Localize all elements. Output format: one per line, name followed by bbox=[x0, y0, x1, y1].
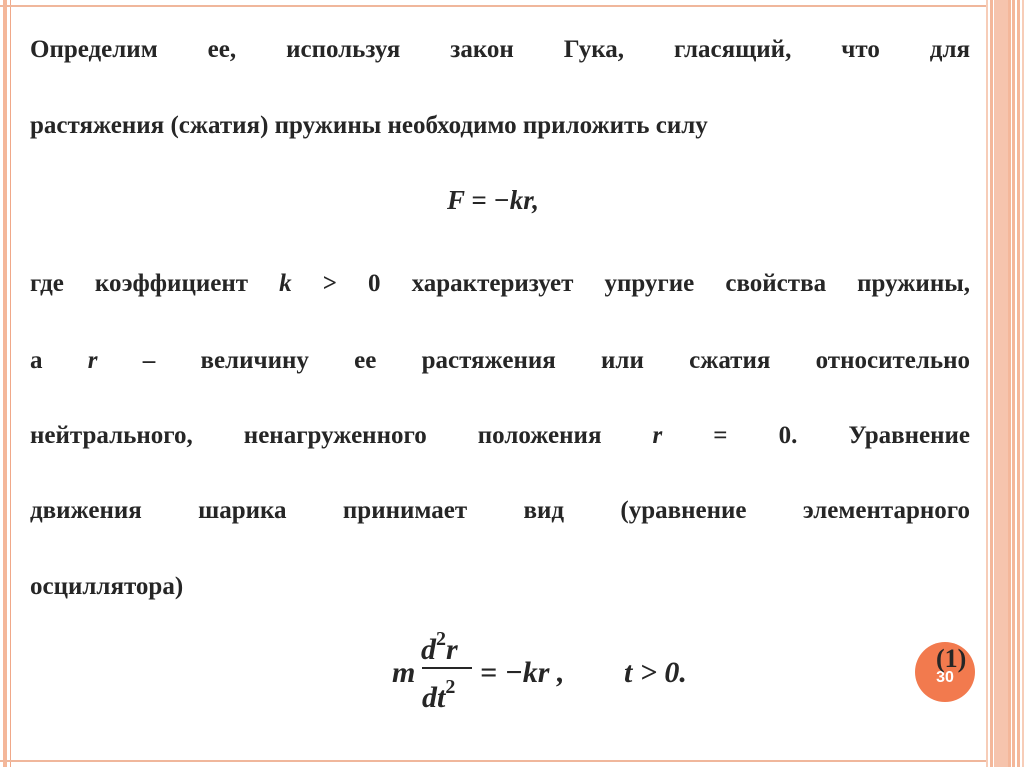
frame-bottom-border bbox=[0, 760, 986, 762]
right-decorative-band-solid bbox=[994, 0, 1008, 767]
paragraph1-line1: Определим ее, используя закон Гука, гласящий, что для bbox=[30, 36, 970, 63]
equation-denominator: $dt^2$ bbox=[422, 676, 456, 714]
paragraph2-line3: нейтрального, ненагруженного положения r = 0. Уравнение bbox=[30, 422, 971, 449]
equation-mass: m bbox=[392, 656, 416, 689]
oscillator-equation bbox=[388, 622, 718, 722]
paragraph2-line5: осциллятора) bbox=[30, 573, 184, 600]
paragraph1-line2: растяжения (сжатия) пружины необходимо приложить силу bbox=[30, 112, 708, 139]
fraction-bar bbox=[422, 667, 472, 669]
frame-left-border bbox=[3, 0, 7, 767]
equation-rhs: = −kr , bbox=[480, 656, 565, 689]
paragraph2-line1: где коэффициент k > 0 характеризует упругие свойства пружины, bbox=[30, 270, 970, 297]
equation-numerator: $d^2r$ bbox=[421, 628, 458, 666]
equation-condition: t > 0. bbox=[624, 656, 687, 689]
paragraph2-line2: а r – величину ее растяжения или сжатия относительно bbox=[30, 347, 971, 374]
paragraph2-line4: движения шарика принимает вид (уравнение элементарного bbox=[30, 497, 970, 524]
right-decorative-band-thin bbox=[1012, 0, 1015, 767]
frame-left-inner-border bbox=[10, 0, 11, 767]
page-number-badge: 30 bbox=[915, 642, 975, 702]
equation-number: (1) bbox=[936, 644, 967, 673]
formula-hooke: F = −kr, bbox=[446, 185, 540, 215]
frame-top-border bbox=[0, 5, 986, 7]
